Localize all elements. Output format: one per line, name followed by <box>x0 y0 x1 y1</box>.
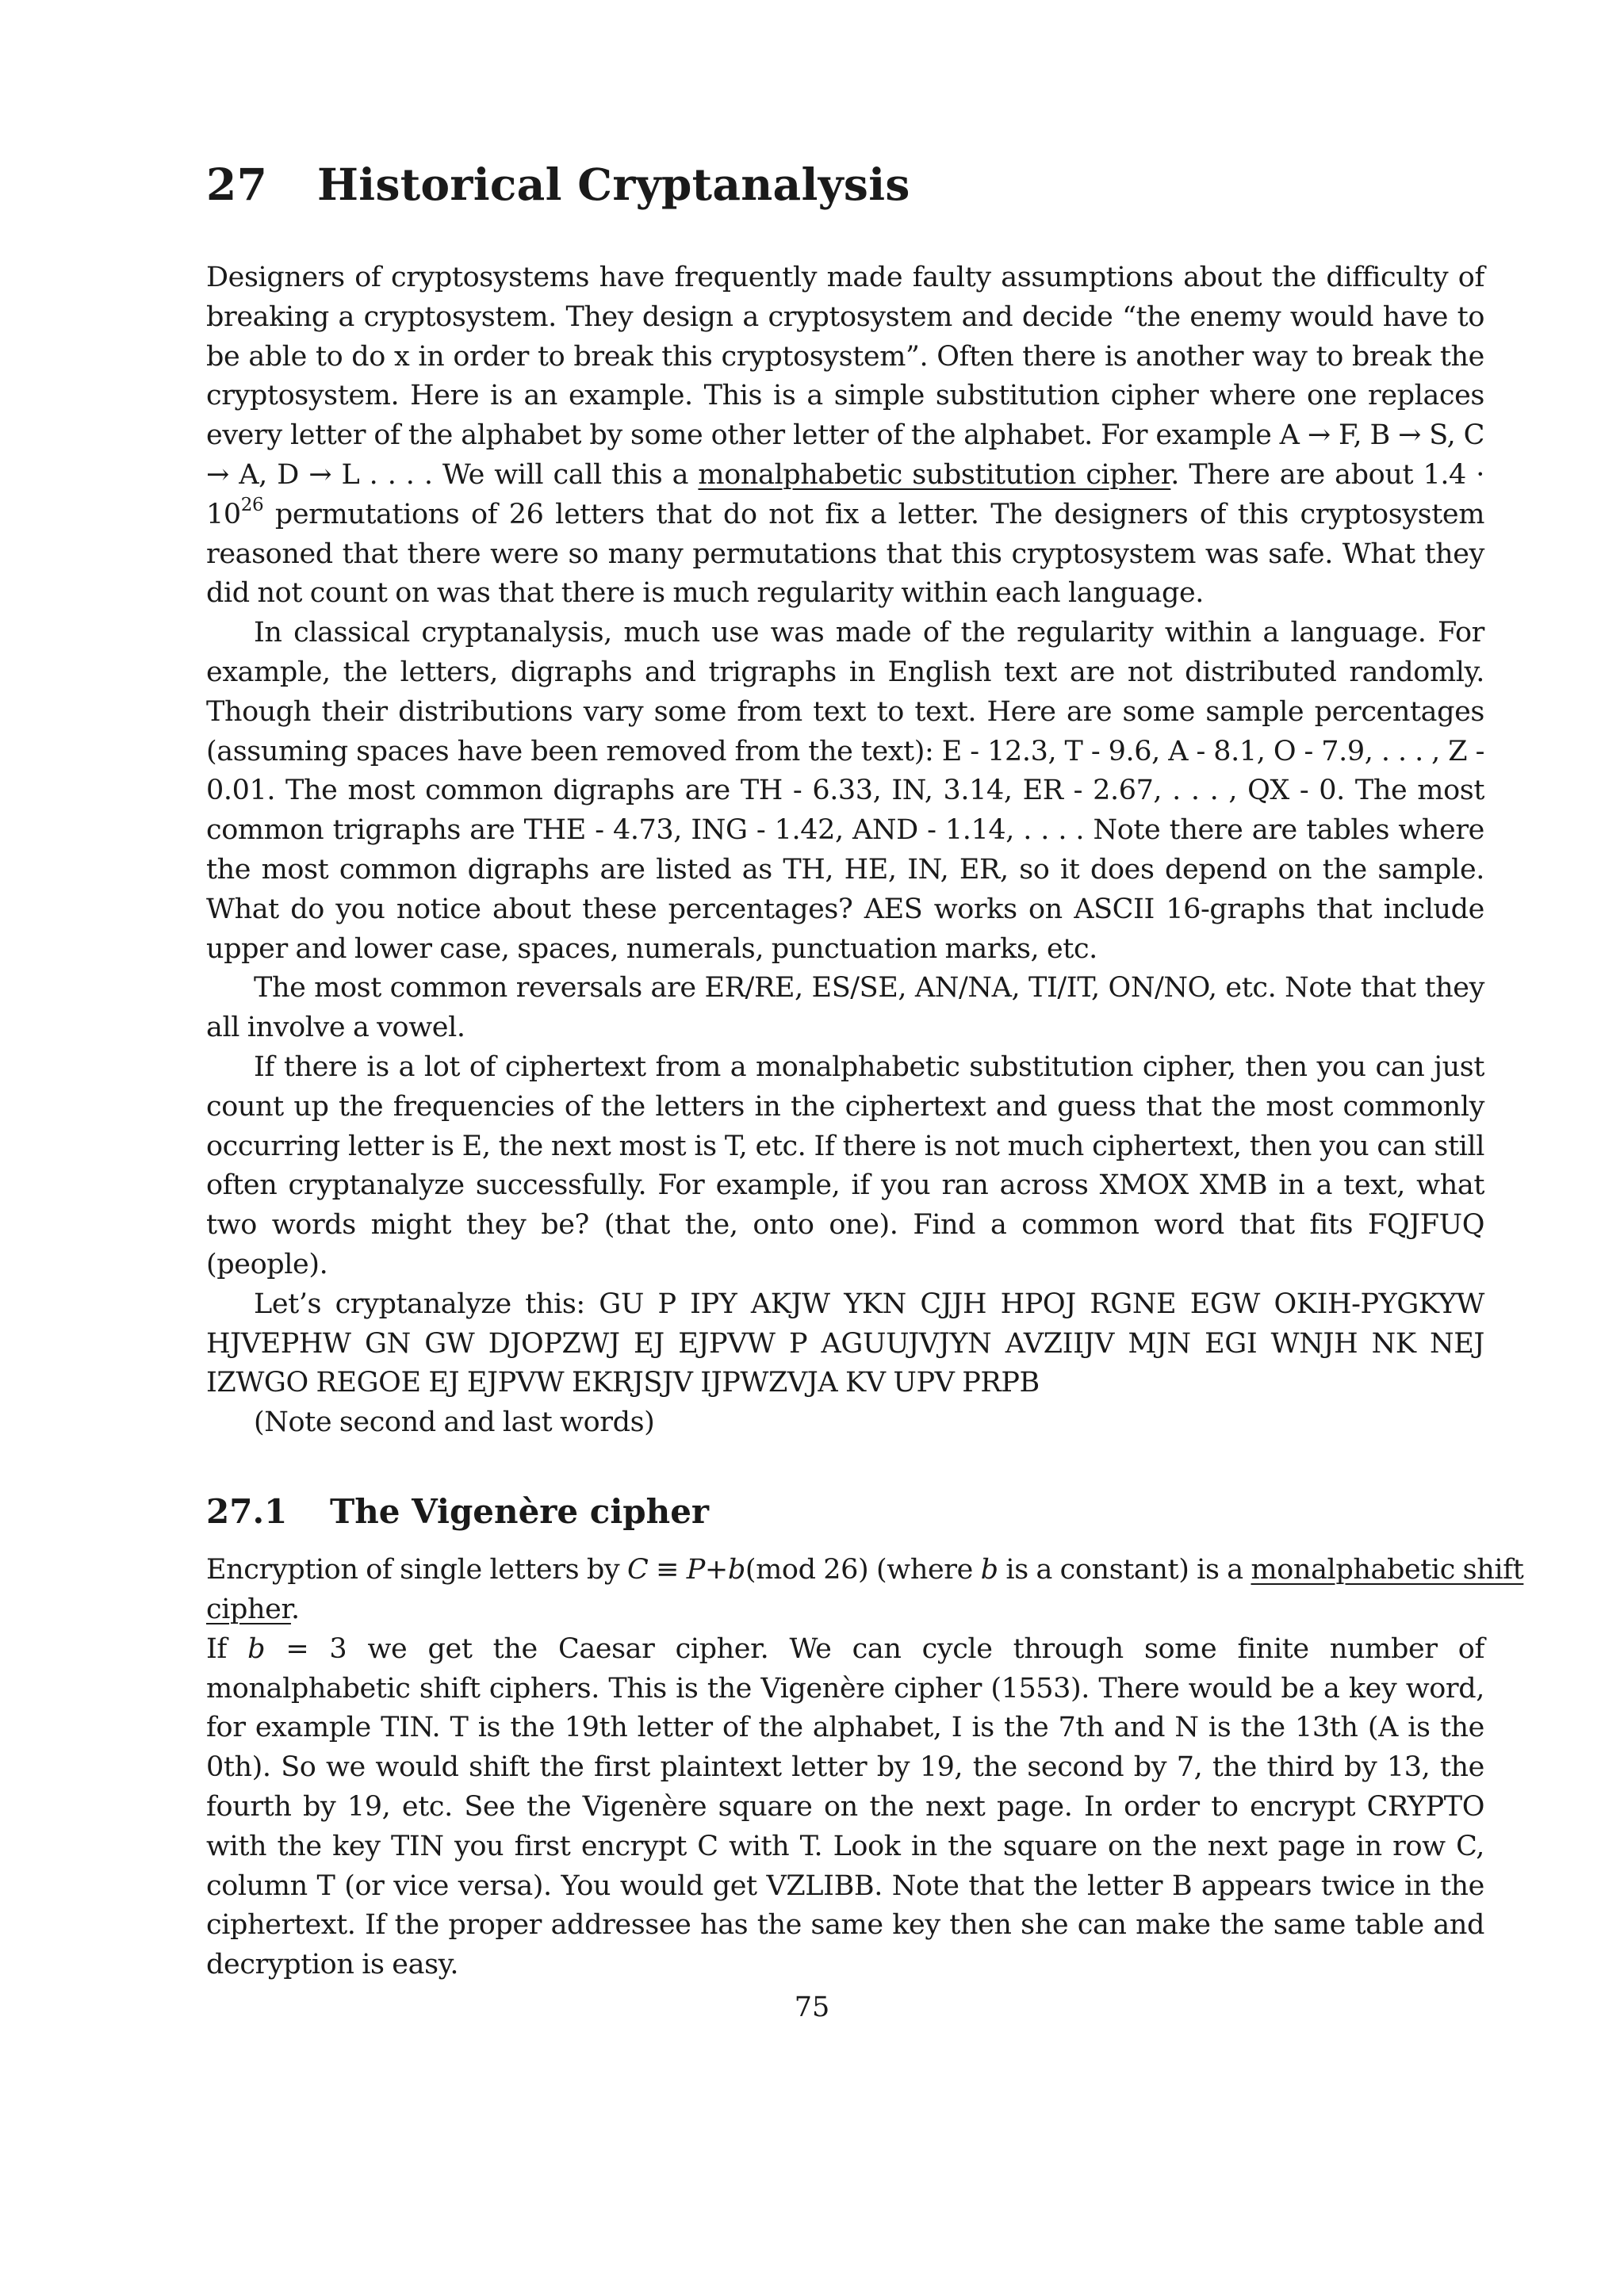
section-number: 27 <box>206 159 268 210</box>
exponent: 26 <box>240 494 264 515</box>
paragraph-ciphertext-frequencies: If there is a lot of ciphertext from a monalphabetic substitution cipher, then you can just count up the frequencies of the letters in the ciphertext and guess that the most commonly occurring letter is E, the next most is T, etc. If there is not much ciphertext, then you can still often cryptanalyze successfully. For example, if you ran across XMOX XMB in a text, what two words might they be? (that the, onto one). Find a common word that fits FQJFUQ (people). <box>206 1050 1484 1280</box>
paragraph-frequencies: In classical cryptanalysis, much use was made of the regularity within a language. For example, the letters, digraphs and trigraphs in English text are not distributed randomly. Though their distributions vary some from text to text. Here are some sample percentages (assuming spaces have been removed from the text): E - 12.3, T - 9.6, A - 8.1, O - 7.9, . . . , Z - 0.01. The most common digraphs are TH - 6.33, IN, 3.14, ER - 2.67, . . . , QX - 0. The most common trigraphs are THE - 4.73, ING - 1.42, AND - 1.14, . . . . Note there are tables where the most common digraphs are listed as TH, HE, IN, ER, so it does depend on the sample. What do you notice about these percentages? AES works on ASCII 16-graphs that include upper and lower case, spaces, numerals, punctuation marks, etc. <box>206 617 1484 965</box>
vig-period: . <box>290 1594 300 1626</box>
math-P: P <box>686 1554 705 1586</box>
paragraph-intro <box>206 258 1484 614</box>
math-plus: + <box>704 1554 728 1586</box>
page-content <box>206 159 1524 1985</box>
paragraph-note: (Note second and last words) <box>254 1406 655 1439</box>
math-equiv: ≡ <box>648 1554 687 1586</box>
math-C: C <box>626 1554 649 1586</box>
paragraph-vigenere <box>206 1630 1484 1985</box>
subsection-title: The Vigenère cipher <box>330 1491 710 1531</box>
section-heading <box>206 159 1484 211</box>
math-b: b <box>727 1554 745 1586</box>
vig2-text-c: = 3 we get the Caesar cipher. We can cycle through some finite number of monalphabetic shift ciphers. This is the Vigenère cipher (1553). There would be a key word, for example TIN. T is the 19th letter of the alphabet, I is the 7th and N is the 13th (A is the 0th). So we would shift the first plaintext letter by 19, the second by 7, the third by 13, the fourth by 19, etc. See the Vigenère square on the next page. In order to encrypt CRYPTO with the key TIN you first encrypt C with T. Look in the square on the next page in row C, column T (or vice versa). You would get VZLIBB. Note that the letter B appears twice in the ciphertext. If the proper addressee has the same key then she can make the same table and decryption is easy. <box>206 1632 1484 1981</box>
paragraph-cryptanalyze-example: Let’s cryptanalyze this: GU P IPY AKJW YKN CJJH HPOJ RGNE EGW OKIH-PYGKYW HJVEPHW GN GW DJOPZWJ EJ EJPVW P AGUUJVJYN AVZIIJV MJN EGI WNJH NK NEJ IZWGO REGOE EJ EJPVW EKRJSJV IJPWZVJA KV UPV PRPB <box>206 1288 1484 1399</box>
intro-text-c: permutations of 26 letters that do not fix a letter. The designers of this cryptosystem reasoned that there were so many permutations that this cryptosystem was safe. What they did not count on was that there is much regularity within each language. <box>206 498 1484 610</box>
vig-text-a: Encryption of single letters by <box>206 1554 627 1586</box>
page-number: 75 <box>794 1992 830 2023</box>
subsection-heading <box>206 1492 1484 1532</box>
term-monalphabetic-shift: monalphabetic shift cipher <box>206 1554 1524 1626</box>
paragraph-vigenere-first-line <box>206 1551 1618 1630</box>
math-b-2: b <box>980 1554 998 1586</box>
vig-text-c: is a constant) is a <box>998 1554 1251 1586</box>
math-b-3: b <box>247 1632 266 1665</box>
math-mod: (mod 26) (where <box>745 1554 981 1586</box>
vig2-text-a: If <box>206 1632 248 1665</box>
paragraph-reversals: The most common reversals are ER/RE, ES/SE, AN/NA, TI/IT, ON/NO, etc. Note that they all involve a vowel. <box>206 972 1484 1044</box>
intro-text-a: Designers of cryptosystems have frequently made faulty assumptions about the difficulty of breaking a cryptosystem. They design a cryptosystem and decide “the enemy would have to be able to do x in order to break this cryptosystem”. Often there is another way to break the cryptosystem. Here is an example. This is a simple substitution cipher where one replaces every letter of the alphabet by some other letter of the alphabet. For example A → F, B → S, C → A, D → L . . . . We will call this a <box>206 262 1484 491</box>
section-title: Historical Cryptanalysis <box>317 159 910 210</box>
intro-text-b: . There are about 1.4 · 10 <box>206 458 1484 530</box>
subsection-number: 27.1 <box>206 1491 288 1531</box>
term-monalphabetic-substitution: monalphabetic substitution cipher <box>698 458 1171 491</box>
